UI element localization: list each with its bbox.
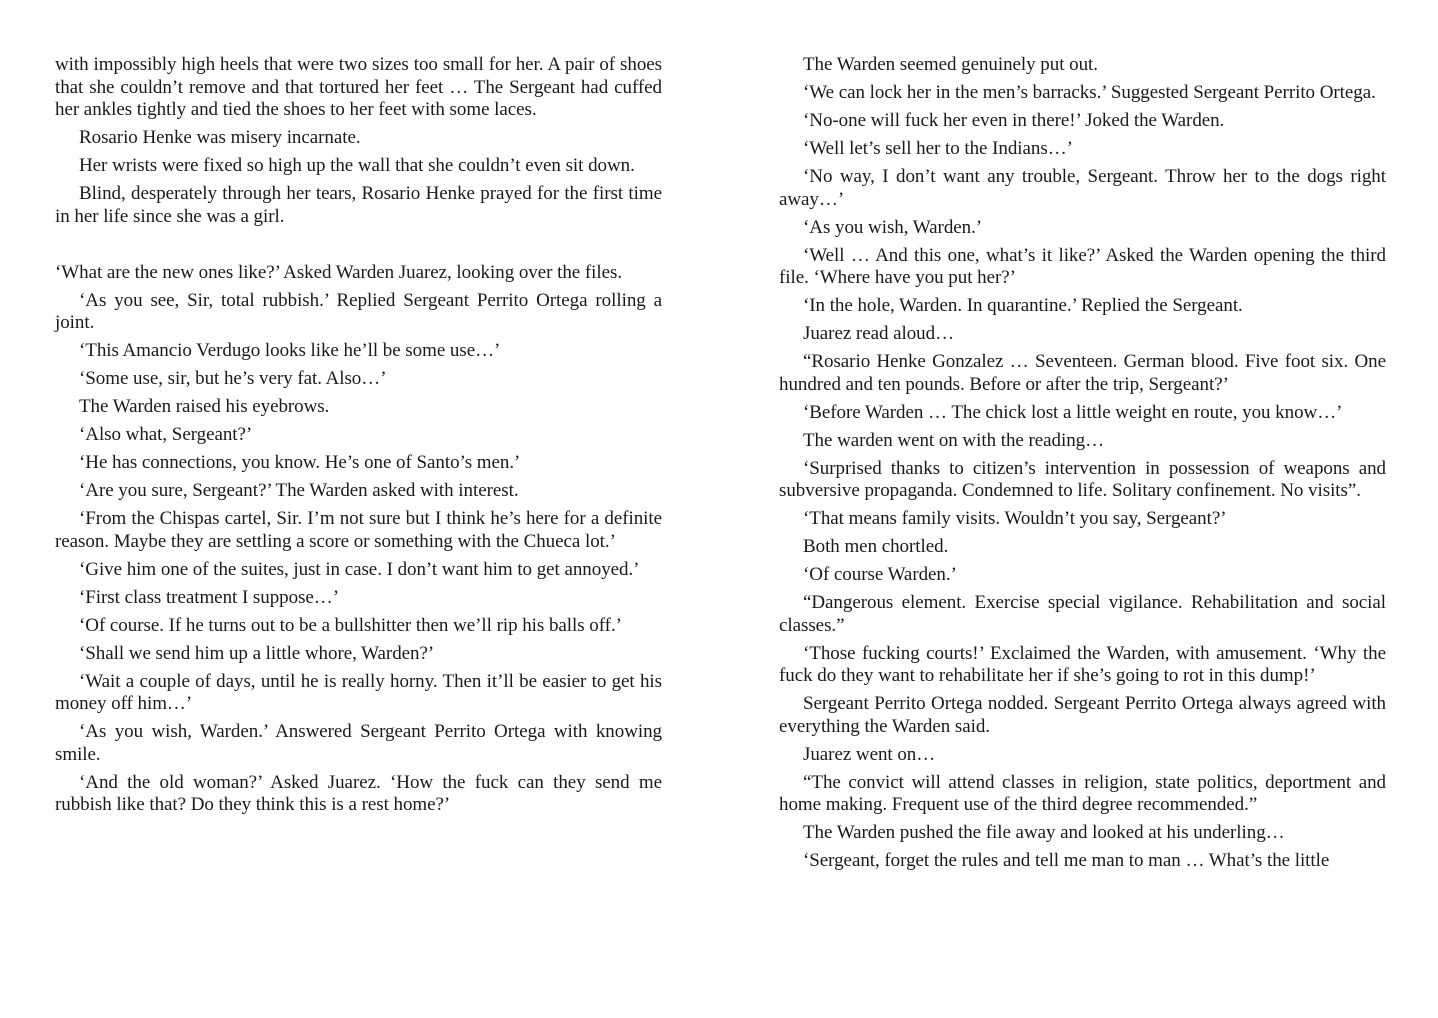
paragraph: Sergeant Perrito Ortega nodded. Sergeant Perrito Ortega always agreed with everything the Warden said. (779, 693, 1386, 737)
paragraph: Juarez read aloud… (803, 323, 955, 345)
section-break (55, 234, 662, 262)
paragraph: ‘Some use, sir, but he’s very fat. Also…’ (79, 368, 387, 390)
paragraph: ‘Before Warden … The chick lost a little weight en route, you know…’ (803, 401, 1343, 423)
paragraph: ‘And the old woman?’ Asked Juarez. ‘How the fuck can they send me rubbish like that? Do they think this is a rest home?’ (55, 771, 662, 816)
paragraph: The Warden pushed the file away and looked at his underling… (803, 822, 1285, 844)
paragraph: ‘He has connections, you know. He’s one of Santo’s men.’ (79, 452, 521, 474)
paragraph: Rosario Henke was misery incarnate. (79, 127, 361, 149)
paragraph: The Warden raised his eyebrows. (79, 396, 330, 418)
paragraph: ‘Give him one of the suites, just in case. I don’t want him to get annoyed.’ (79, 558, 640, 580)
paragraph: Both men chortled. (803, 536, 949, 558)
paragraph: ‘No-one will fuck her even in there!’ Joked the Warden. (803, 109, 1225, 131)
paragraph: ‘What are the new ones like?’ Asked Warden Juarez, looking over the files. (55, 261, 623, 283)
paragraph: ‘No way, I don’t want any trouble, Sergeant. Throw her to the dogs right away…’ (779, 165, 1386, 210)
paragraph: “Dangerous element. Exercise special vigilance. Rehabilitation and social classes.” (779, 592, 1386, 636)
paragraph: ‘From the Chispas cartel, Sir. I’m not sure but I think he’s here for a definite reason. Maybe they are settling a score or something with the Chueca lot.’ (55, 508, 662, 552)
paragraph: ‘Are you sure, Sergeant?’ The Warden asked with interest. (79, 480, 519, 502)
paragraph: ‘Sergeant, forget the rules and tell me man to man … What’s the little (803, 850, 1330, 872)
paragraph: ‘Well let’s sell her to the Indians…’ (803, 137, 1073, 159)
paragraph: ‘Well … And this one, what’s it like?’ Asked the Warden opening the third file. ‘Where have you put her?’ (779, 244, 1386, 289)
paragraph: ‘Also what, Sergeant?’ (79, 424, 253, 446)
paragraph: ‘As you wish, Warden.’ Answered Sergeant Perrito Ortega with knowing smile. (55, 721, 662, 765)
paragraph: Her wrists were fixed so high up the wall that she couldn’t even sit down. (79, 155, 635, 177)
paragraph: “The convict will attend classes in religion, state politics, deportment and home making. Frequent use of the third degree recommended.” (779, 771, 1386, 816)
paragraph: ‘In the hole, Warden. In quarantine.’ Replied the Sergeant. (803, 295, 1243, 317)
paragraph: ‘As you see, Sir, total rubbish.’ Replied Sergeant Perrito Ortega rolling a joint. (55, 289, 662, 334)
paragraph: ‘Of course Warden.’ (803, 564, 957, 586)
paragraph: Juarez went on… (803, 743, 936, 765)
paragraph: The warden went on with the reading… (803, 429, 1105, 451)
paragraph: ‘That means family visits. Wouldn’t you say, Sergeant?’ (803, 508, 1227, 530)
paragraph: ‘Wait a couple of days, until he is really horny. Then it’ll be easier to get his money off him…’ (55, 670, 662, 715)
paragraph: ‘First class treatment I suppose…’ (79, 586, 340, 608)
left-page (55, 54, 662, 822)
paragraph: ‘Shall we send him up a little whore, Warden?’ (79, 642, 435, 664)
paragraph: ‘As you wish, Warden.’ (803, 216, 983, 238)
paragraph: ‘Surprised thanks to citizen’s intervention in possession of weapons and subversive propaganda. Condemned to life. Solitary confinement. No visits”. (779, 457, 1386, 502)
right-page (779, 54, 1386, 878)
paragraph: “Rosario Henke Gonzalez … Seventeen. German blood. Five foot six. One hundred and ten pounds. Before or after the trip, Sergeant?’ (779, 351, 1386, 395)
paragraph: ‘Of course. If he turns out to be a bullshitter then we’ll rip his balls off.’ (79, 614, 622, 636)
paragraph: ‘Those fucking courts!’ Exclaimed the Warden, with amusement. ‘Why the fuck do they want to rehabilitate her if she’s going to rot in this dump!’ (779, 642, 1386, 687)
paragraph: ‘We can lock her in the men’s barracks.’ Suggested Sergeant Perrito Ortega. (803, 81, 1376, 103)
paragraph: ‘This Amancio Verdugo looks like he’ll be some use…’ (79, 340, 501, 362)
paragraph: Blind, desperately through her tears, Rosario Henke prayed for the first time in her life since she was a girl. (55, 183, 662, 227)
paragraph: The Warden seemed genuinely put out. (803, 54, 1098, 75)
paragraph: with impossibly high heels that were two sizes too small for her. A pair of shoes that she couldn’t remove and that tortured her feet … The Sergeant had cuffed her ankles tightly and tied the shoes to her feet with some laces. (55, 54, 662, 121)
